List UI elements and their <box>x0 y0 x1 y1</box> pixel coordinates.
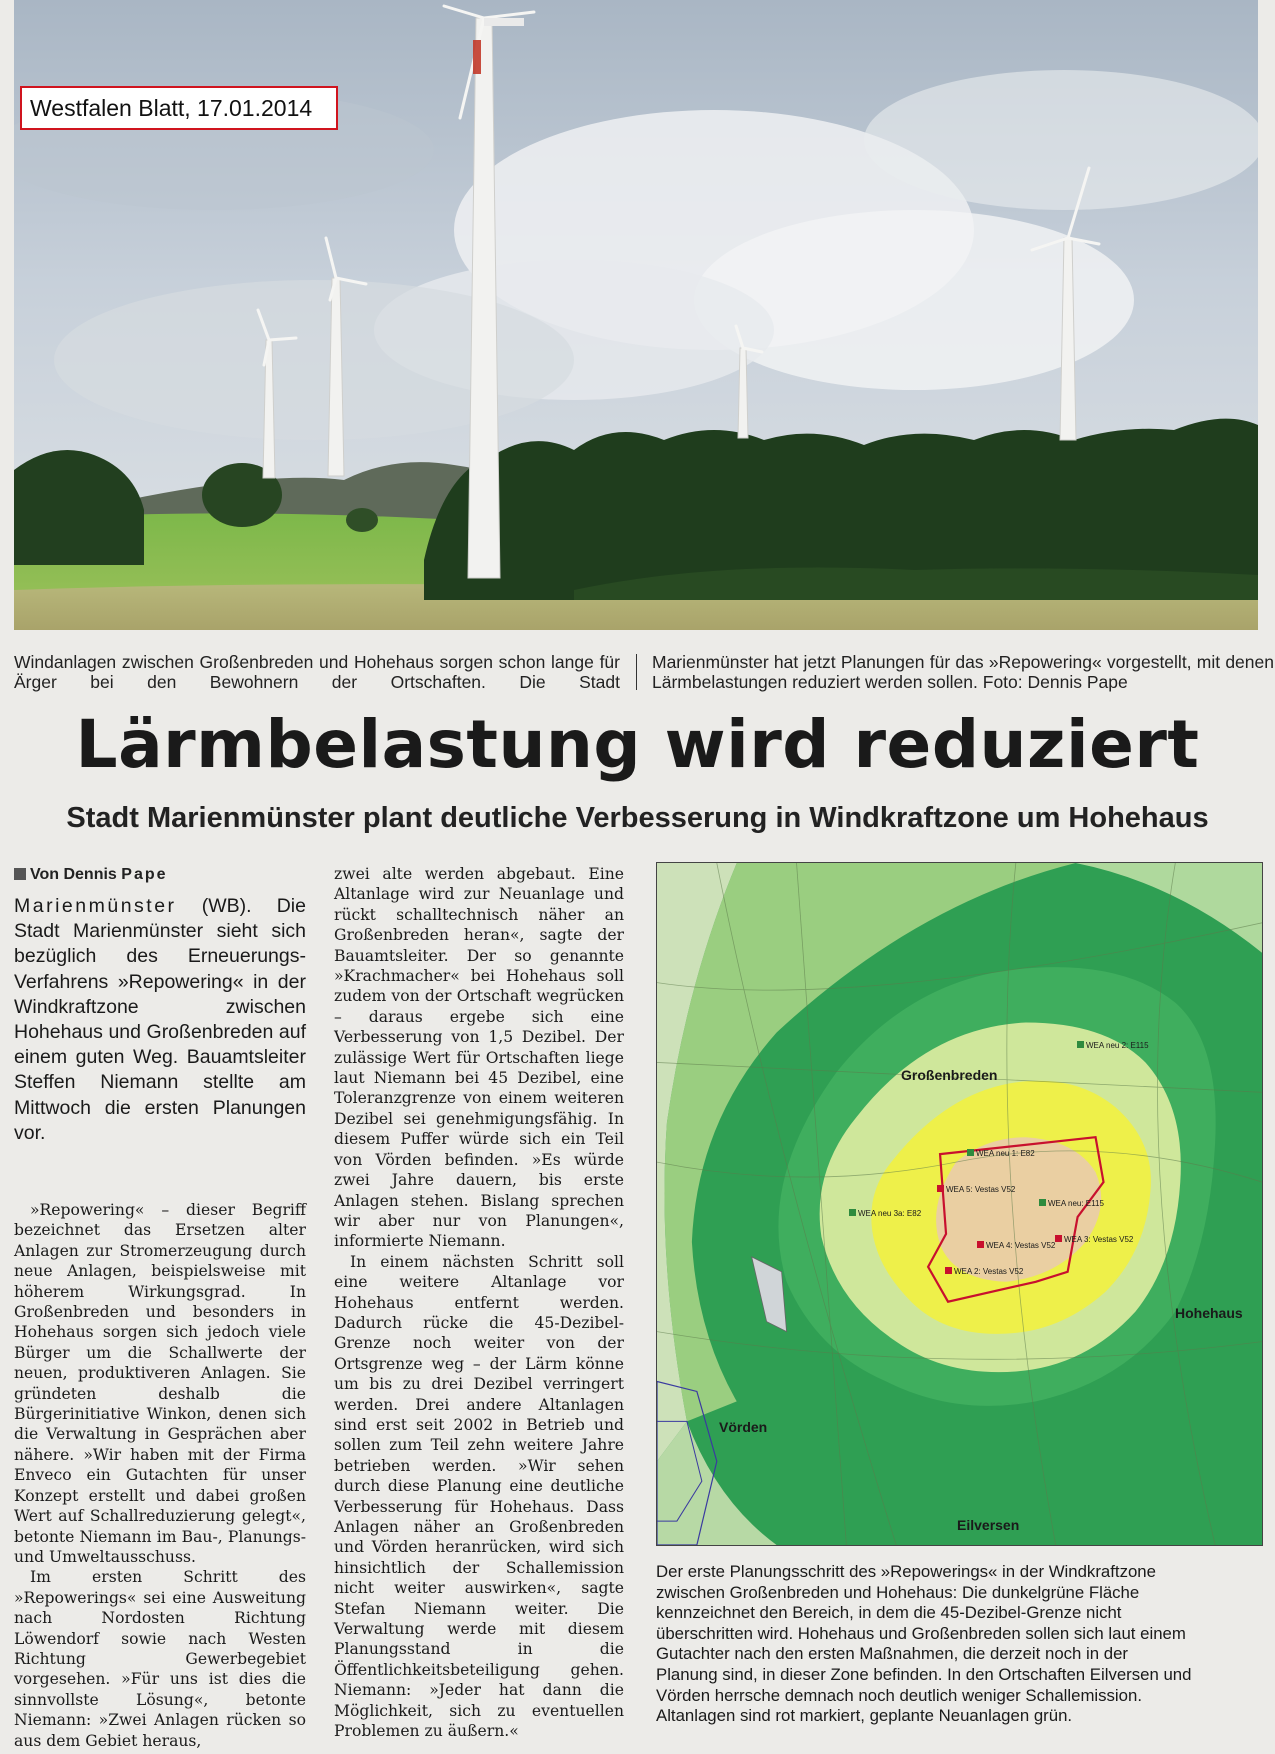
old-turbine-icon <box>977 1241 984 1248</box>
map-label-voerden: Vörden <box>719 1419 768 1435</box>
new-turbine-icon <box>967 1149 974 1156</box>
turbine-label: WEA neu 1: E82 <box>967 1149 1035 1158</box>
map-label-grossenbreden: Großenbreden <box>901 1067 998 1083</box>
photo-caption-left: Windanlagen zwischen Großenbreden und Hohehaus sorgen schon lange für Ärger bei den Bewohnern der Ortschaften. Die Stadt <box>14 652 620 692</box>
old-turbine-icon <box>1055 1235 1062 1242</box>
lead-paragraph <box>14 894 306 1146</box>
byline-author: Pape <box>121 866 168 883</box>
headline: Lärmbelastung wird reduziert <box>75 706 1200 783</box>
turbine-label: WEA neu 2: E115 <box>1077 1041 1149 1050</box>
map-caption-line: kennzeichnet den Bereich, in dem die 45-Dezibel-Grenze nicht <box>656 1603 1122 1623</box>
noise-zone-map-graphic <box>657 863 1262 1545</box>
byline <box>14 866 168 884</box>
lead-text: (WB). Die Stadt Marienmünster sieht sich bezüglich des Erneuerungs-Verfahrens »Repowering« in der Windkraftzone zwischen Hohehaus und Großenbreden auf einem guten Weg. Bauamtsleiter Steffen Niemann stellte am Mittwoch die ersten Planungen vor. <box>14 895 306 1144</box>
old-turbine-icon <box>937 1185 944 1192</box>
turbine-label: WEA 2: Vestas V52 <box>945 1267 1023 1276</box>
turbine-label: WEA 5: Vestas V52 <box>937 1185 1015 1194</box>
paragraph: »Repowering« – dieser Begriff bezeichnet das Ersetzen alter Anlagen zur Stromerzeugung durch neue Anlagen, beispielsweise mit höherem Wirkungsgrad. In Großenbreden und besonders in Hohehaus sorgen sich jedoch viele Bürger um die Schallwerte der neuen, produktiveren Anlagen. Sie gründeten deshalb die Bürgerinitiative Winkon, denen sich die Verwaltung in Gesprächen aber nähere. »Wir haben mit der Firma Enveco ein Gutachten für unser Konzept erstellt und dabei großen Wert auf Schallreduzierung gelegt«, betonte Niemann im Bau-, Planungs- und Umweltausschuss. <box>14 1201 306 1566</box>
subheadline: Stadt Marienmünster plant deutliche Verbesserung in Windkraftzone um Hohehaus <box>66 802 1209 834</box>
map-caption-line: zwischen Großenbreden und Hohehaus: Die dunkelgrüne Fläche <box>656 1582 1140 1602</box>
paragraph: zwei alte werden abgebaut. Eine Altanlage wird zur Neuanlage und rückt schalltechnisch näher an Großenbreden heran«, sagte der Bauamtsleiter. Der so genannte »Krachmacher« bei Hohehaus soll zudem von der Ortschaft wegrücken – daraus ergebe sich eine Verbesserung von 1,5 Dezibel. Der zulässige Wert für Ortschaften liege laut Niemann bei 45 Dezibel, eine Toleranzgrenze von einem weiteren Dezibel sei genehmigungsfähig. In diesem Puffer würde sich ein Teil von Vörden befinden. »Es würde zwei Jahre dauern, bis erste Anlagen stehen. Bislang sprechen wir aber nur von Planungen«, informierte Niemann. <box>334 865 624 1251</box>
paragraph: In einem nächsten Schritt soll eine weitere Altanlage vor Hohehaus entfernt werden. Dadurch rücke die 45-Dezibel-Grenze noch weiter von der Ortsgrenze weg – der Lärm könne um bis zu drei Dezibel verringert werden. Drei andere Altanlagen sind erst seit 2002 in Betrieb und sollen zum Teil zehn weitere Jahre betrieben werden. »Wir sehen durch diese Planung eine deutliche Verbesserung für Hohehaus. Dass Anlagen näher an Großenbreden und Vörden heranrücken, wird sich hinsichtlich der Schallemission nicht weiter auswirken«, sagte Stefan Niemann weiter. Die Verwaltung werde mit diesem Planungsstand in die Öffentlichkeitsbeteiligung gehen. Niemann: »Jeder hat dann die Möglichkeit, sich zu eventuellen Problemen zu äußern.« <box>334 1252 624 1741</box>
paragraph: Im ersten Schritt des »Repowerings« sei eine Ausweitung nach Nordosten Richtung Löwendorf sowie nach Westen Richtung Gewerbegebiet vorgesehen. »Für uns ist dies die sinnvollste Lösung«, betonte Niemann: »Zwei Anlagen rücken so aus dem Gebiet heraus, <box>14 1568 306 1750</box>
map-label-hohehaus: Hohehaus <box>1175 1305 1243 1321</box>
photo-caption-right: Marienmünster hat jetzt Planungen für das »Repowering« vorgestellt, mit denen Lärmbelastungen reduziert werden sollen. Foto: Dennis Pape <box>652 652 1274 692</box>
source-label: Westfalen Blatt, 17.01.2014 <box>20 86 338 130</box>
noise-zone-map <box>656 862 1263 1546</box>
new-turbine-icon <box>1077 1041 1084 1048</box>
map-caption-line: überschritten wird. Hohehaus und Großenbreden sollen sich laut einem <box>656 1623 1186 1643</box>
map-label-eilversen: Eilversen <box>957 1517 1020 1533</box>
map-caption-line: Der erste Planungsschritt des »Repowerings« in der Windkraftzone <box>656 1562 1156 1581</box>
turbine-label: WEA 3: Vestas V52 <box>1055 1235 1133 1244</box>
lead-place: Marienmünster <box>14 895 177 917</box>
map-caption-line: Altanlagen sind rot markiert, geplante Neuanlagen grün. <box>656 1706 1073 1726</box>
article-column-1 <box>14 1200 306 1751</box>
turbine-label: WEA neu 3a: E82 <box>849 1209 921 1218</box>
article-column-2 <box>334 864 624 1741</box>
turbine-label: WEA 4: Vestas V52 <box>977 1241 1055 1250</box>
map-caption-line: Vörden herrsche demnach noch deutlich weniger Schallemission. <box>656 1685 1142 1705</box>
turbine-label: WEA neu: E115 <box>1039 1199 1104 1208</box>
byline-prefix: Von Dennis <box>30 866 117 883</box>
map-caption <box>656 1562 1263 1727</box>
byline-square-icon <box>14 868 26 880</box>
new-turbine-icon <box>1039 1199 1046 1206</box>
old-turbine-icon <box>945 1267 952 1274</box>
map-caption-line: Gutachter nach den ersten Maßnahmen, die derzeit noch in der <box>656 1644 1129 1664</box>
map-caption-line: Planung sind, in dieser Zone befinden. In den Ortschaften Eilversen und <box>656 1664 1192 1684</box>
caption-divider <box>636 654 637 690</box>
new-turbine-icon <box>849 1209 856 1216</box>
